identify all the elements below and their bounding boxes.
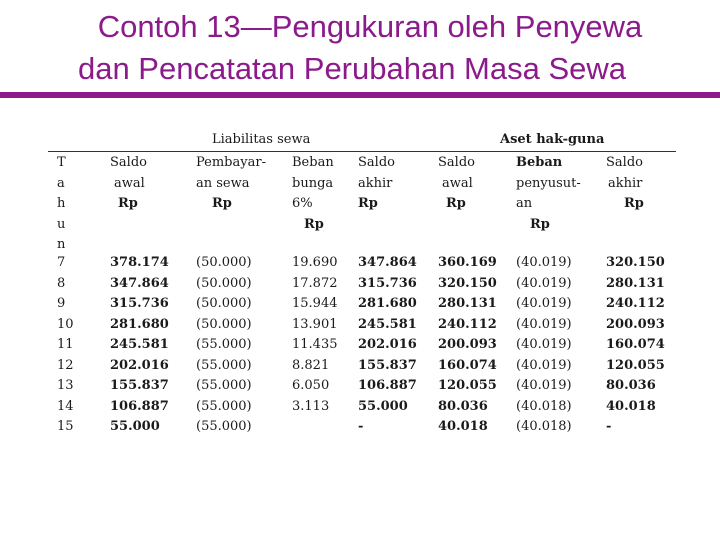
table-cell: 13.901: [292, 316, 338, 332]
column-header-beban-penyusutan: Rp: [530, 216, 550, 232]
table-cell: 281.680: [110, 316, 169, 332]
column-header-tahun: u: [57, 216, 66, 232]
table-cell: 360.169: [438, 255, 497, 270]
column-header-saldo-akhir-liab: Rp: [358, 196, 378, 211]
table-cell: 200.093: [438, 337, 497, 352]
table-cell: 7: [57, 255, 66, 270]
table-cell: 106.887: [358, 378, 417, 393]
column-header-tahun: n: [57, 237, 66, 252]
title-divider: [0, 92, 720, 98]
table-cell: (40.018): [516, 419, 572, 434]
table-cell: (50.000): [196, 316, 252, 332]
table-cell: 40.018: [606, 398, 656, 414]
column-header-saldo-awal-liab: Saldo: [110, 155, 147, 170]
column-header-beban-bunga: 6%: [292, 196, 313, 211]
table-cell: 120.055: [438, 378, 497, 393]
table-cell: 11: [57, 337, 74, 352]
column-header-saldo-awal-liab: Rp: [118, 196, 138, 211]
table-cell: 55.000: [110, 419, 160, 434]
table-cell: 9: [57, 296, 66, 311]
table-cell: 6.050: [292, 378, 330, 393]
table-cell: 347.864: [110, 275, 169, 291]
table-cell: 15: [57, 419, 74, 434]
table-cell: (55.000): [196, 419, 252, 434]
table-cell: 245.581: [358, 316, 417, 332]
table-cell: 378.174: [110, 255, 169, 270]
table-cell: 320.150: [438, 275, 497, 291]
column-header-tahun: T: [57, 155, 66, 170]
table-cell: 14: [57, 398, 74, 414]
table-cell: (40.019): [516, 255, 572, 270]
table-cell: 240.112: [606, 296, 665, 311]
column-header-saldo-awal-liab: awal: [114, 175, 145, 191]
group-header-liabilitas: Liabilitas sewa: [212, 132, 311, 147]
table-cell: (40.018): [516, 398, 572, 414]
table-cell: 280.131: [438, 296, 497, 311]
table-cell: 55.000: [358, 398, 408, 414]
table-cell: (40.019): [516, 275, 572, 291]
table-cell: (50.000): [196, 296, 252, 311]
table-cell: 80.036: [606, 378, 656, 393]
column-header-saldo-awal-aset: awal: [442, 175, 473, 191]
table-cell: (40.019): [516, 337, 572, 352]
column-header-beban-penyusutan: penyusut-: [516, 175, 581, 191]
table-cell: (50.000): [196, 255, 252, 270]
table-cell: 15.944: [292, 296, 338, 311]
table-cell: 13: [57, 378, 74, 393]
column-header-saldo-awal-aset: Rp: [446, 196, 466, 211]
table-cell: 155.837: [110, 378, 169, 393]
table-cell: (55.000): [196, 398, 252, 414]
column-header-saldo-akhir-aset: Rp: [624, 196, 644, 211]
table-cell: 202.016: [110, 357, 169, 373]
table-cell: 320.150: [606, 255, 665, 270]
table-cell: 280.131: [606, 275, 665, 291]
column-header-saldo-akhir-liab: akhir: [358, 175, 393, 191]
table-cell: 240.112: [438, 316, 497, 332]
table-cell: 106.887: [110, 398, 169, 414]
table-cell: 19.690: [292, 255, 338, 270]
column-header-saldo-akhir-aset: akhir: [608, 175, 643, 191]
column-header-beban-penyusutan: Beban: [516, 155, 563, 170]
table-cell: (50.000): [196, 275, 252, 291]
table-cell: (55.000): [196, 378, 252, 393]
table-cell: 10: [57, 316, 74, 332]
table-cell: 245.581: [110, 337, 169, 352]
lease-schedule-table: [48, 128, 676, 438]
column-header-tahun: h: [57, 196, 66, 211]
table-cell: (40.019): [516, 378, 572, 393]
column-header-saldo-akhir-aset: Saldo: [606, 155, 643, 170]
table-cell: -: [606, 419, 612, 434]
table-cell: 11.435: [292, 337, 338, 352]
slide-title-line-2: dan Pencatatan Perubahan Masa Sewa: [77, 51, 627, 86]
table-cell: 8: [57, 275, 66, 291]
column-header-saldo-awal-aset: Saldo: [438, 155, 475, 170]
table-cell: 202.016: [358, 337, 417, 352]
table-cell: 281.680: [358, 296, 417, 311]
column-header-beban-bunga: Beban: [292, 155, 334, 170]
table-cell: (55.000): [196, 357, 252, 373]
table-cell: 120.055: [606, 357, 665, 373]
table-cell: 12: [57, 357, 74, 373]
table-cell: 200.093: [606, 316, 665, 332]
slide-title-line-1: Contoh 13—Pengukuran oleh Penyewa: [97, 9, 643, 44]
table-cell: (40.019): [516, 357, 572, 373]
column-header-pembayaran: an sewa: [196, 175, 250, 191]
table-cell: 155.837: [358, 357, 417, 373]
table-cell: (40.019): [516, 316, 572, 332]
column-header-beban-penyusutan: an: [516, 196, 533, 211]
column-header-beban-bunga: Rp: [304, 216, 324, 232]
table-cell: 80.036: [438, 398, 488, 414]
table-cell: 315.736: [110, 296, 169, 311]
table-cell: 347.864: [358, 255, 417, 270]
table-cell: 3.113: [292, 398, 330, 414]
table-cell: (55.000): [196, 337, 252, 352]
table-cell: 160.074: [438, 357, 497, 373]
table-cell: 160.074: [606, 337, 665, 352]
table-cell: 315.736: [358, 275, 417, 291]
table-cell: 17.872: [292, 275, 338, 291]
table-cell: 8.821: [292, 357, 330, 373]
column-header-saldo-akhir-liab: Saldo: [358, 155, 395, 170]
column-header-pembayaran: Rp: [212, 196, 232, 211]
table-cell: (40.019): [516, 296, 572, 311]
column-header-beban-bunga: bunga: [292, 175, 334, 191]
column-header-tahun: a: [57, 175, 65, 191]
table-cell: -: [358, 419, 364, 434]
group-header-aset: Aset hak-guna: [500, 132, 605, 147]
table-cell: 40.018: [438, 419, 488, 434]
column-header-pembayaran: Pembayar-: [196, 155, 266, 170]
